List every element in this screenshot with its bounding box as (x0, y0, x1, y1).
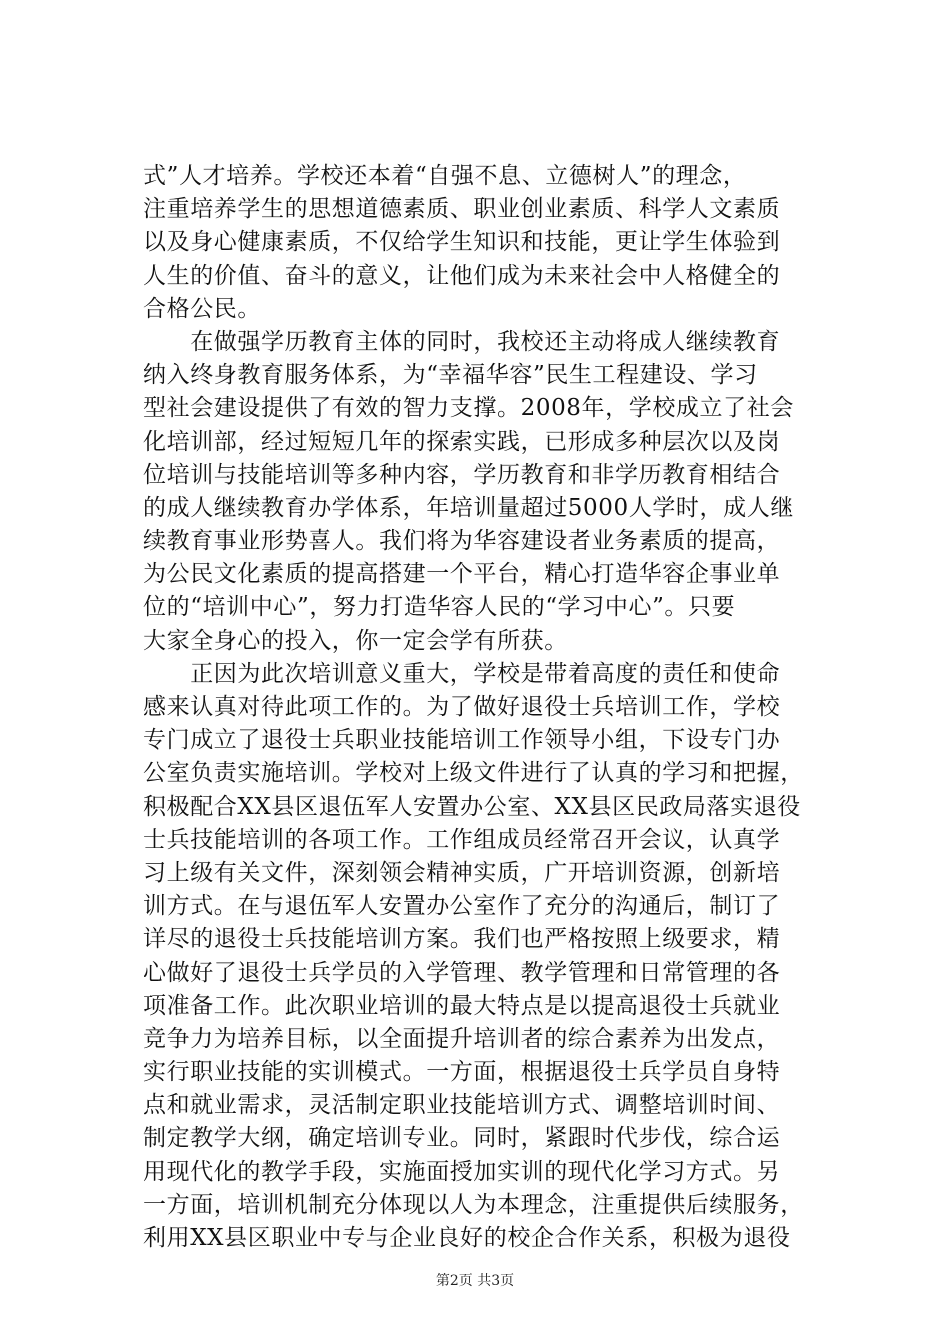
text-line: 位的“培训中心”，努力打造华容人民的“学习中心”。只要 (143, 594, 736, 621)
text-line: 详尽的退役士兵技能培训方案。我们也严格按照上级要求，精 (143, 926, 781, 953)
text-line: 感来认真对待此项工作的。为了做好退役士兵培训工作，学校 (143, 694, 781, 720)
text-line: 习上级有关文件，深刻领会精神实质，广开培训资源，创新培 (143, 859, 781, 886)
text-line: 合格公民。 (143, 295, 261, 322)
text-line: 训方式。在与退伍军人安置办公室作了充分的沟通后，制订了 (143, 893, 781, 920)
text-line: 的成人继续教育办学体系，年培训量超过5000人学时，成人继 (143, 494, 794, 521)
text-line: 式”人才培养。学校还本着“自强不息、立德树人”的理念， (143, 163, 747, 189)
text-line: 型社会建设提供了有效的智力支撑。2008年，学校成立了社会 (143, 395, 794, 422)
paragraph-start-line: 正因为此次培训意义重大，学校是带着高度的责任和使命 (143, 660, 781, 687)
text-line: 注重培养学生的思想道德素质、职业创业素质、科学人文素质 (143, 196, 781, 223)
text-line: 积极配合XX县区退伍军人安置办公室、XX县区民政局落实退役 (143, 793, 801, 820)
text-line: 一方面，培训机制充分体现以人为本理念，注重提供后续服务， (143, 1191, 804, 1218)
text-line: 以及身心健康素质，不仅给学生知识和技能，更让学生体验到 (143, 229, 781, 256)
text-line: 制定教学大纲，确定培训专业。同时，紧跟时代步伐，综合运 (143, 1125, 781, 1152)
text-line: 用现代化的教学手段，实施面授加实训的现代化学习方式。另 (143, 1158, 781, 1185)
text-line: 人生的价值、奋斗的意义，让他们成为未来社会中人格健全的 (143, 262, 781, 289)
paragraph-start-line: 在做强学历教育主体的同时，我校还主动将成人继续教育 (143, 328, 781, 355)
text-line: 利用XX县区职业中专与企业良好的校企合作关系，积极为退役 (143, 1225, 791, 1251)
text-line: 位培训与技能培训等多种内容，学历教育和非学历教育相结合 (143, 461, 781, 488)
text-line: 实行职业技能的实训模式。一方面，根据退役士兵学员自身特 (143, 1059, 781, 1086)
text-line: 为公民文化素质的提高搭建一个平台，精心打造华容企事业单 (143, 561, 781, 588)
page-number-footer: 第2页 共3页 (435, 1273, 515, 1289)
text-line: 纳入终身教育服务体系，为“幸福华容”民生工程建设、学习 (143, 362, 758, 389)
text-line: 化培训部，经过短短几年的探索实践，已形成多种层次以及岗 (143, 428, 781, 455)
text-line: 心做好了退役士兵学员的入学管理、教学管理和日常管理的各 (143, 959, 781, 986)
body-text (143, 160, 833, 1255)
text-line: 专门成立了退役士兵职业技能培训工作领导小组，下设专门办 (143, 727, 781, 754)
text-line: 竞争力为培养目标，以全面提升培训者的综合素养为出发点， (143, 1025, 781, 1052)
text-line: 士兵技能培训的各项工作。工作组成员经常召开会议，认真学 (143, 826, 781, 853)
text-line: 大家全身心的投入，你一定会学有所获。 (143, 627, 568, 654)
text-line: 项准备工作。此次职业培训的最大特点是以提高退役士兵就业 (143, 992, 781, 1019)
text-line: 点和就业需求，灵活制定职业技能培训方式、调整培训时间、 (143, 1092, 781, 1119)
text-line: 续教育事业形势喜人。我们将为华容建设者业务素质的提高， (143, 528, 781, 555)
text-line: 公室负责实施培训。学校对上级文件进行了认真的学习和把握， (143, 760, 804, 787)
